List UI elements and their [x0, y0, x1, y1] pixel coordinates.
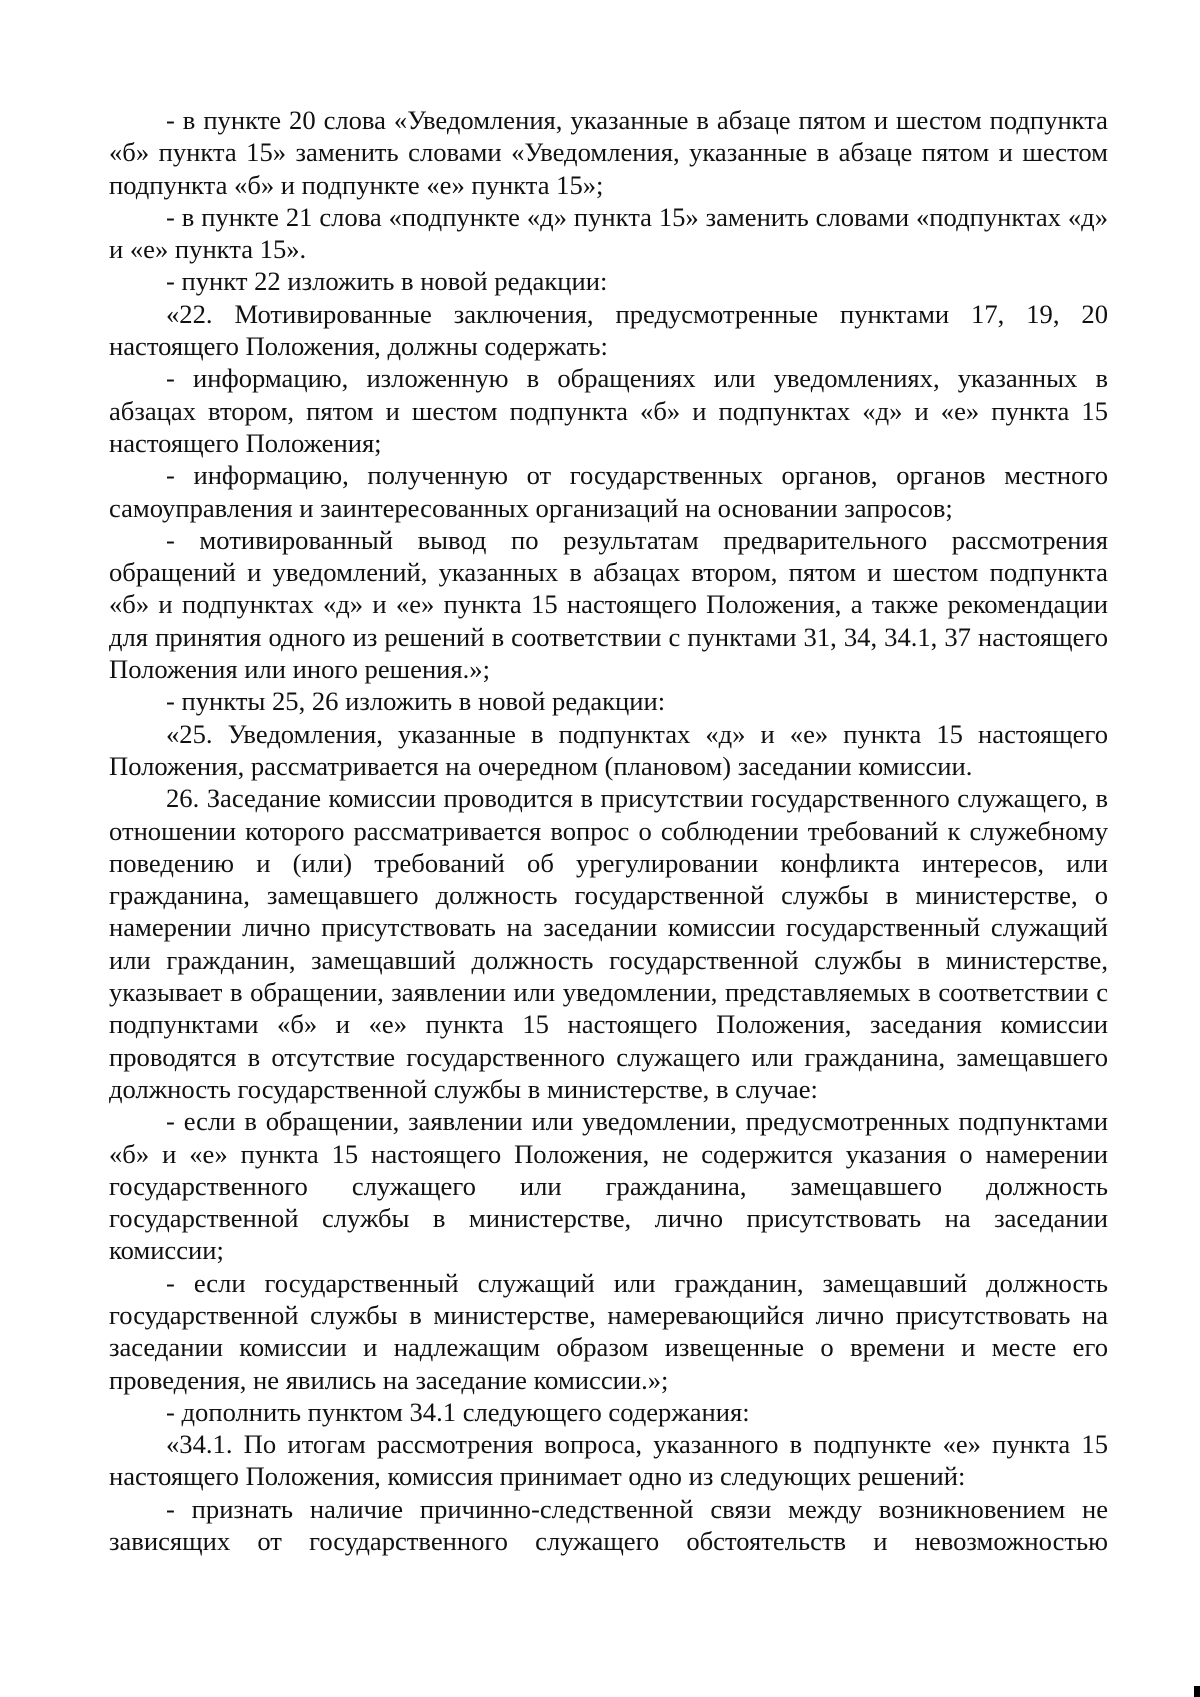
paragraph-point-21: - в пункте 21 слова «подпункте «д» пункта 15» заменить словами «подпунктах «д» и «е» пункта 15».	[109, 201, 1108, 265]
paragraph-point-22-item-1: - информацию, изложенную в обращениях или уведомлениях, указанных в абзацах втором, пятом и шестом подпункта «б» и подпунктах «д» и «е» пункта 15 настоящего Положения;	[109, 363, 1108, 458]
paragraph-points-25-26-intro: - пункты 25, 26 изложить в новой редакции:	[166, 686, 666, 717]
paragraph-point-25-text: «25. Уведомления, указанные в подпунктах «д» и «е» пункта 15 настоящего Положения, рассматривается на очередном (плановом) заседании комиссии.	[109, 718, 1108, 781]
paragraph-point-22-item-3: - мотивированный вывод по результатам предварительного рассмотрения обращений и уведомлений, указанных в абзацах втором, пятом и шестом подпункта «б» и подпунктах «д» и «е» пункта 15 настоящего Положения, а также рекомендации для принятия одного из решений в соответствии с пунктами 31, 34, 34.1, 37 настоящего Положения или иного решения.»;	[109, 524, 1108, 685]
paragraph-point-22-intro: - пункт 22 изложить в новой редакции:	[166, 266, 608, 297]
document-page	[109, 104, 1108, 1557]
paragraph-point-26-item-2: - если государственный служащий или гражданин, замещавший должность государственной службы в министерстве, намеревающийся лично присутствовать на заседании комиссии и надлежащим образом извещенные о времени и месте его проведения, не явились на заседание комиссии.»;	[109, 1267, 1108, 1395]
paragraph-point-20: - в пункте 20 слова «Уведомления, указанные в абзаце пятом и шестом подпункта «б» пункта 15» заменить словами «Уведомления, указанные в абзаце пятом и шестом подпункта «б» и подпункте «е» пункта 15»;	[109, 105, 1108, 200]
paragraph-point-26-text: 26. Заседание комиссии проводится в присутствии государственного служащего, в отношении которого рассматривается вопрос о соблюдении требований к служебному поведению и (или) требований об урегулировании конфликта интересов, или гражданина, замещавшего должность государственной службы в министерстве, о намерении лично присутствовать на заседании комиссии государственный служащий или гражданин, замещавший должность государственной службы в министерстве, указывает в обращении, заявлении или уведомлении, представляемых в соответствии с подпунктами «б» и «е» пункта 15 настоящего Положения, заседания комиссии проводятся в отсутствие государственного служащего или гражданина, замещавшего должность государственной службы в министерстве, в случае:	[109, 783, 1108, 1104]
paragraph-point-34-1-item-1: - признать наличие причинно-следственной связи между возникновением не зависящих от государственного служащего обстоятельств и невозможностью	[109, 1493, 1108, 1557]
paragraph-point-34-1-intro: - дополнить пунктом 34.1 следующего содержания:	[166, 1396, 750, 1427]
paragraph-point-22-text: «22. Мотивированные заключения, предусмотренные пунктами 17, 19, 20 настоящего Положения, должны содержать:	[109, 298, 1108, 362]
paragraph-point-26-item-1: - если в обращении, заявлении или уведомлении, предусмотренных подпунктами «б» и «е» пункта 15 настоящего Положения, не содержится указания о намерении государственного служащего или гражданина, замещавшего должность государственной службы в министерстве, лично присутствовать на заседании комиссии;	[109, 1106, 1108, 1266]
scan-edge-mark	[1194, 1686, 1200, 1697]
paragraph-point-22-item-2: - информацию, полученную от государственных органов, органов местного самоуправления и заинтересованных организаций на основании запросов;	[109, 460, 1108, 523]
paragraph-point-34-1-text: «34.1. По итогам рассмотрения вопроса, указанного в подпункте «е» пункта 15 настоящего Положения, комиссия принимает одно из следующих решений:	[109, 1429, 1108, 1492]
